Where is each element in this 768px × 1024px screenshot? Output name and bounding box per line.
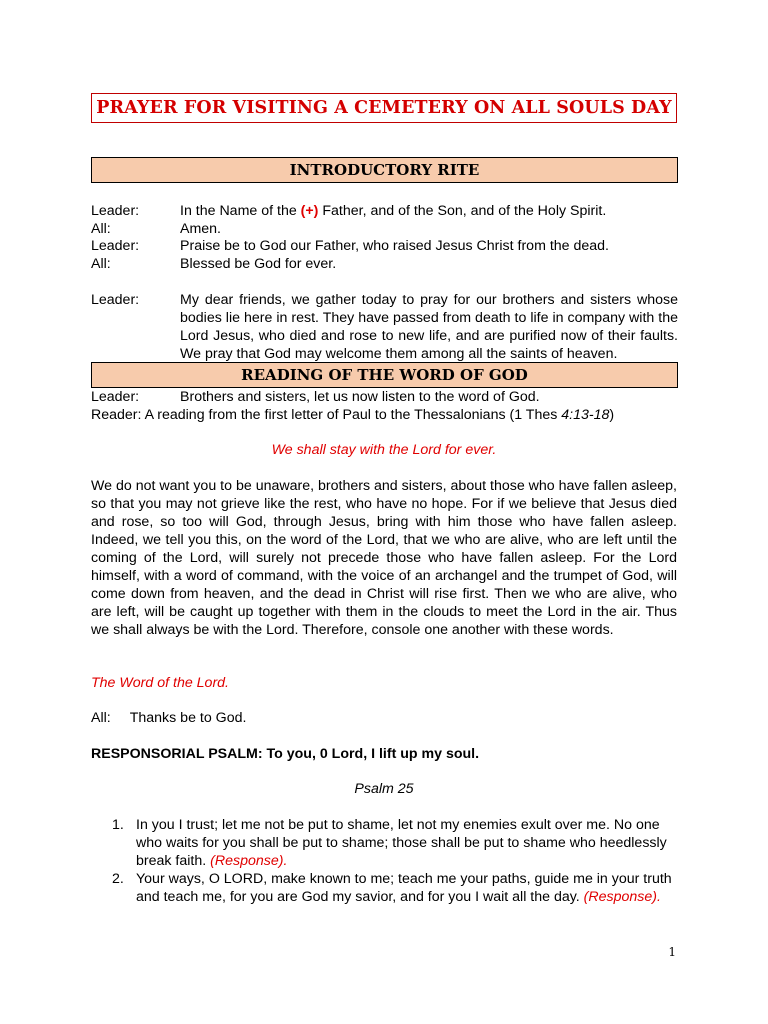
page-title: PRAYER FOR VISITING A CEMETERY ON ALL SOULS DAY: [96, 98, 672, 118]
speaker-label: Leader:: [91, 389, 140, 405]
dialogue-text: Brothers and sisters, let us now listen to the word of God.: [180, 389, 540, 405]
speaker-label: Leader:: [91, 238, 140, 254]
psalm-heading: RESPONSORIAL PSALM: To you, 0 Lord, I lift up my soul.: [91, 746, 480, 762]
response-marker: (Response).: [583, 889, 661, 905]
response-line: [91, 709, 246, 727]
reader-line: Reader: A reading from the first letter of Paul to the Thessalonians (1 Thes 4:13-18): [91, 407, 615, 423]
response-text: Thanks be to God.: [129, 710, 247, 726]
document-page: PRAYER FOR VISITING A CEMETERY ON ALL SOULS DAY INTRODUCTORY RITE Leader: In the Name of the (+) Father, and of the Son, and of the Holy Spirit. All: Amen. Leader: Praise be to God our Father, who raised Jesus Christ from the dead. All: Blessed be God for ever. Leader: My dear friends, we gather today to pray for our brothers and sisters whose bodies lie here in rest. They have passed from death to life in company with the Lord Jesus, who died and rose to new life, and are purified now of their faults. We pray that God may welcome them among all the saints of heaven. READING OF THE WORD OF GOD Leader: Brothers and sisters, let us now listen to the word of God. Reader: A reading from the first letter of Paul to the Thessalonians (1 Thes 4:13-18) We shall stay with the Lord for ever. We do not want you to be unaware, brothers and sisters, about those who have fallen asleep, so that you may not grieve like the rest, who have no hope. For if we believe that Jesus died and rose, so too will God, through Jesus, bring with him those who have fallen asleep. Indeed, we tell you this, on the word of the Lord, that we who are alive, who are left until the coming of the Lord, will surely not precede those who have fallen asleep. For the Lord himself, with a word of command, with the voice of an archangel and the trumpet of God, will come down from heaven, and the dead in Christ will rise first. Then we who are alive, who are left, will be caught up together with them in the clouds to meet the Lord in the air. Thus we shall always be with the Lord. Therefore, console one another with these words. The Word of the Lord. All: Thanks be to God. RESPONSORIAL PSALM: To you, 0 Lord, I lift up my soul. Psalm 25 1. In you I trust; let me not be put to shame, let not my enemies exult over me. No one who waits for you shall be put to shame; those shall be put to shame who heedlessly break faith. (Response). 2. Your ways, O LORD, make known to me; teach me your paths, guide me in your truth and teach me, for you are God my savior, and for you I wait all the day. (Response). 1: [0, 0, 768, 1024]
list-number: 2.: [112, 871, 124, 887]
title-box: [91, 93, 677, 123]
speaker-label: All:: [91, 256, 111, 272]
leader-intro-text: My dear friends, we gather today to pray for our brothers and sisters whose bodies lie here in rest. They have passed from death to life in company with the Lord Jesus, who died and rose to new life, and are purified now of their faults. We pray that God may welcome them among all the saints of heaven.: [180, 292, 678, 362]
dialogue-text: Blessed be God for ever.: [180, 256, 337, 272]
scripture-reference: 4:13-18: [561, 407, 610, 423]
section-header-intro: [91, 157, 678, 183]
page-number: 1: [668, 945, 676, 959]
reading-text: We do not want you to be unaware, brothers and sisters, about those who have fallen asleep, so that you may not grieve like the rest, who have no hope. For if we believe that Jesus died and rose, so too will God, through Jesus, bring with him those who have fallen asleep. Indeed, we tell you this, on the word of the Lord, that we who are alive, who are left until the coming of the Lord, will surely not precede those who have fallen asleep. For the Lord himself, with a word of command, with the voice of an archangel and the trumpet of God, will come down from heaven, and the dead in Christ will rise first. Then we who are alive, who are left, will be caught up together with them in the clouds to meet the Lord in the air. Thus we shall always be with the Lord. Therefore, console one another with these words.: [91, 478, 677, 638]
dialogue-text: Praise be to God our Father, who raised Jesus Christ from the dead.: [180, 238, 609, 254]
section-title-intro: INTRODUCTORY RITE: [289, 161, 480, 179]
psalm-reference: Psalm 25: [354, 781, 414, 797]
verse-text: Your ways, O LORD, make known to me; teach me your paths, guide me in your truth and teach me, for you are God my savior, and for you I wait all the day.: [136, 871, 672, 905]
list-number: 1.: [112, 817, 124, 833]
psalm-list: [112, 816, 678, 906]
response-marker: (Response).: [210, 853, 288, 869]
word-of-lord: The Word of the Lord.: [91, 675, 230, 691]
dialogue-text: Amen.: [180, 221, 222, 237]
list-item: [112, 870, 678, 906]
section-title-reading: READING OF THE WORD OF GOD: [241, 366, 528, 384]
list-item: [112, 816, 678, 870]
verse-text: In you I trust; let me not be put to shame, let not my enemies exult over me. No one who waits for you shall be put to shame; those shall be put to shame who heedlessly break faith.: [136, 817, 667, 869]
reading-heading: We shall stay with the Lord for ever.: [271, 442, 497, 458]
speaker-label: All:: [91, 221, 111, 237]
section-header-reading: [91, 362, 678, 388]
speaker-label: All:: [91, 710, 111, 726]
sign-of-cross-mark: (+): [300, 203, 319, 219]
speaker-label: Leader:: [91, 203, 140, 219]
dialogue-text: In the Name of the (+) Father, and of the Son, and of the Holy Spirit.: [180, 203, 607, 219]
